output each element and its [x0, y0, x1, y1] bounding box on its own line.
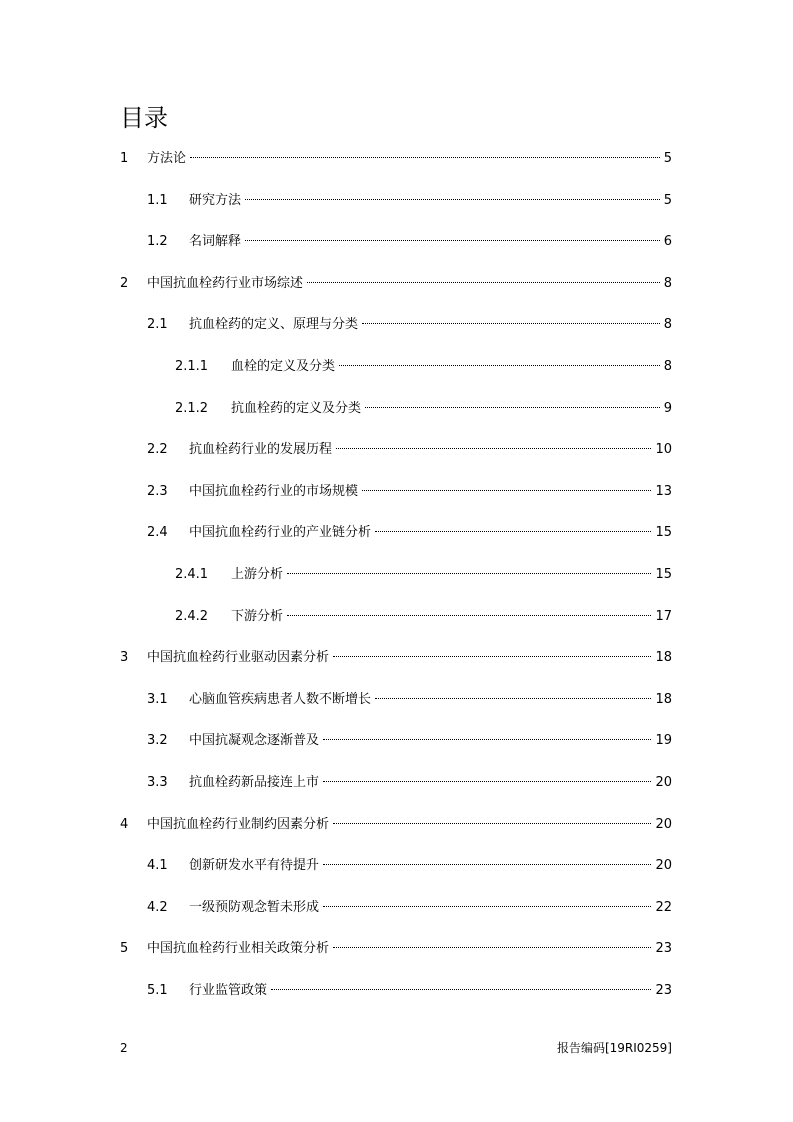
- toc-entry-label: 中国抗血栓药行业制约因素分析: [147, 816, 330, 832]
- toc-entry-label: 中国抗凝观念逐渐普及: [189, 733, 320, 749]
- toc-entry-number: 3.2: [147, 733, 168, 749]
- toc-entry[interactable]: [120, 519, 672, 561]
- dot-leader: [375, 698, 651, 699]
- toc-entry-number: 5.1: [147, 982, 168, 998]
- toc-entry-number: 4: [120, 816, 129, 832]
- toc-entry-label: 抗血栓药的定义及分类: [231, 400, 362, 416]
- toc-entry-number: 2: [120, 275, 129, 291]
- toc-entry-number: 1: [120, 151, 129, 166]
- toc-entry[interactable]: [120, 353, 672, 395]
- toc-entry[interactable]: [120, 935, 672, 977]
- toc-entry-number: 2.3: [147, 483, 168, 499]
- dot-leader: [333, 823, 651, 824]
- toc-entry-page: 23: [655, 982, 672, 998]
- dot-leader: [365, 407, 660, 408]
- toc-entry-page: 20: [655, 774, 672, 790]
- toc-entry-label: 心脑血管疾病患者人数不断增长: [189, 691, 372, 707]
- toc-entry-number: 1.1: [147, 192, 168, 208]
- toc-entry-page: 23: [655, 941, 672, 957]
- toc-entry-page: 5: [663, 192, 672, 208]
- toc-entry[interactable]: [120, 145, 672, 187]
- toc-entry[interactable]: [120, 894, 672, 936]
- toc-entry-label: 名词解释: [189, 234, 242, 250]
- toc-entry-page: 9: [663, 400, 672, 416]
- toc-entry-number: 2.1: [147, 317, 168, 333]
- toc-entry-label: 抗血栓药行业的发展历程: [189, 442, 333, 458]
- toc-entry[interactable]: [120, 478, 672, 520]
- toc-entry[interactable]: [120, 811, 672, 853]
- dot-leader: [333, 656, 651, 657]
- toc-entry-label: 上游分析: [231, 566, 284, 582]
- toc-entry[interactable]: [120, 644, 672, 686]
- dot-leader: [245, 240, 660, 241]
- toc-entry-label: 研究方法: [189, 192, 242, 208]
- toc-entry-page: 8: [663, 317, 672, 333]
- toc-entry-number: 2.4: [147, 525, 168, 541]
- toc-entry-page: 6: [663, 234, 672, 250]
- dot-leader: [362, 323, 660, 324]
- footer-page-number: 2: [120, 1041, 128, 1055]
- toc-entry-label: 创新研发水平有待提升: [189, 858, 320, 874]
- toc-entry[interactable]: [120, 769, 672, 811]
- toc-entry-page: 15: [655, 525, 672, 541]
- toc-entry-page: 13: [655, 483, 672, 499]
- dot-leader: [271, 989, 651, 990]
- toc-entry[interactable]: [120, 852, 672, 894]
- toc-entry-number: 2.4.1: [175, 566, 209, 582]
- dot-leader: [245, 199, 660, 200]
- toc-entry-label: 下游分析: [231, 608, 284, 624]
- dot-leader: [190, 157, 660, 158]
- toc-entry-label: 血栓的定义及分类: [231, 358, 336, 374]
- dot-leader: [287, 615, 651, 616]
- toc-entry-page: 5: [663, 151, 672, 166]
- toc-entry-number: 3: [120, 650, 129, 666]
- page-footer: [120, 1040, 672, 1056]
- toc-entry-page: 15: [655, 566, 672, 582]
- toc-entry-number: 2.1.1: [175, 358, 209, 374]
- toc-entry-page: 18: [655, 691, 672, 707]
- toc-entry-number: 4.2: [147, 899, 168, 915]
- toc-entry-label: 抗血栓药的定义、原理与分类: [189, 317, 359, 333]
- footer-report-code: 报告编码[19RI0259]: [556, 1041, 672, 1055]
- toc-entry-label: 中国抗血栓药行业驱动因素分析: [147, 650, 330, 666]
- toc-entry[interactable]: [120, 686, 672, 728]
- dot-leader: [307, 282, 660, 283]
- toc-entry-page: 20: [655, 816, 672, 832]
- toc-entry[interactable]: [120, 311, 672, 353]
- dot-leader: [333, 947, 651, 948]
- toc-entry-page: 20: [655, 858, 672, 874]
- toc-entry[interactable]: [120, 977, 672, 1019]
- toc-entry-number: 2.2: [147, 442, 168, 458]
- toc-entry[interactable]: [120, 187, 672, 229]
- toc-entry-page: 8: [663, 358, 672, 374]
- toc-entry-page: 18: [655, 650, 672, 666]
- dot-leader: [323, 781, 651, 782]
- dot-leader: [339, 365, 660, 366]
- toc-entry-label: 中国抗血栓药行业的市场规模: [189, 483, 359, 499]
- toc-entry[interactable]: [120, 603, 672, 645]
- dot-leader: [323, 739, 651, 740]
- toc-list: [120, 145, 672, 1018]
- toc-entry-label: 中国抗血栓药行业相关政策分析: [147, 941, 330, 957]
- toc-entry-label: 行业监管政策: [189, 982, 268, 998]
- toc-entry-number: 4.1: [147, 858, 168, 874]
- toc-entry-label: 中国抗血栓药行业的产业链分析: [189, 525, 372, 541]
- dot-leader: [336, 448, 651, 449]
- dot-leader: [323, 864, 651, 865]
- toc-title: 目录: [120, 104, 168, 132]
- toc-entry-page: 22: [655, 899, 672, 915]
- dot-leader: [323, 906, 651, 907]
- toc-entry[interactable]: [120, 727, 672, 769]
- toc-entry[interactable]: [120, 395, 672, 437]
- toc-entry-number: 2.4.2: [175, 608, 209, 624]
- dot-leader: [287, 573, 651, 574]
- toc-entry-label: 抗血栓药新品接连上市: [189, 774, 320, 790]
- toc-entry-number: 1.2: [147, 234, 168, 250]
- toc-entry-label: 方法论: [147, 151, 187, 166]
- toc-entry[interactable]: [120, 270, 672, 312]
- toc-entry-page: 19: [655, 733, 672, 749]
- toc-entry[interactable]: [120, 561, 672, 603]
- dot-leader: [375, 531, 651, 532]
- toc-entry-number: 5: [120, 941, 129, 957]
- toc-entry-label: 一级预防观念暂未形成: [189, 899, 320, 915]
- toc-entry-number: 3.3: [147, 774, 168, 790]
- toc-entry-page: 17: [655, 608, 672, 624]
- toc-entry-page: 8: [663, 275, 672, 291]
- toc-entry-number: 3.1: [147, 691, 168, 707]
- dot-leader: [362, 490, 651, 491]
- toc-entry[interactable]: [120, 436, 672, 478]
- toc-entry-label: 中国抗血栓药行业市场综述: [147, 275, 304, 291]
- toc-entry-number: 2.1.2: [175, 400, 209, 416]
- toc-entry-page: 10: [655, 442, 672, 458]
- toc-entry[interactable]: [120, 228, 672, 270]
